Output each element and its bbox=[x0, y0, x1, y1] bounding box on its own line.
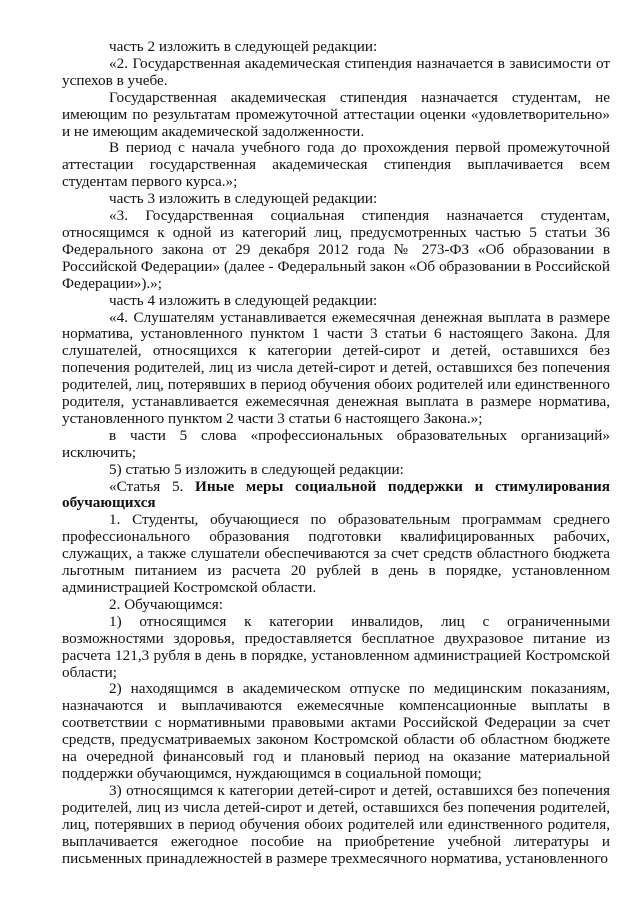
paragraph-academic-stipend: Государственная академическая стипендия назначается студентам, не имеющим по результатам промежуточной аттестации оценки «удовлетворительно» и не имеющим академической задолженности. bbox=[62, 88, 610, 140]
paragraph-part3-intro: часть 3 изложить в следующей редакции: bbox=[109, 190, 378, 208]
paragraph-orphans-allowance: 3) относящимся к категории детей-сирот и детей, оставшихся без попечения родителей, лиц из числа детей-сирот и детей, оставшихся без попечения родителей, лиц, потерявших в период обучения обоих родителей или единственного родителя, выплачивается ежегодное пособие на приобретение учебной литературы и письменных принадлежностей в размере трехмесячного норматива, установленного bbox=[62, 781, 610, 867]
document-body bbox=[62, 39, 610, 867]
paragraph-disabled-meals: 1) относящимся к категории инвалидов, лиц с ограниченными возможностями здоровья, предоставляется бесплатное двухразовое питание из расчета 121,3 рубля в день в порядке, установленном администрацией Костромской области; bbox=[62, 612, 610, 681]
article-heading bbox=[62, 479, 610, 513]
paragraph-article5-intro: 5) статью 5 изложить в следующей редакции: bbox=[109, 460, 404, 478]
article-prefix: «Статья 5. bbox=[109, 477, 196, 495]
paragraph-part2-intro: часть 2 изложить в следующей редакции: bbox=[109, 38, 378, 55]
paragraph-first-course: В период с начала учебного года до прохождения первой промежуточной аттестации государственная академическая стипендия выплачивается всем студентам первого курса.»; bbox=[62, 139, 610, 191]
paragraph-part5-words: в части 5 слова «профессиональных образовательных организаций» исключить; bbox=[62, 426, 610, 461]
paragraph-social-stipend: «3. Государственная социальная стипендия назначается студентам, относящимся к одной из категорий лиц, предусмотренных частью 5 статьи 36 Федерального закона от 29 декабря 2012 года № 273-ФЗ «Об образовании в Российской Федерации» (далее - Федеральный закон «Об образовании в Российской Федерации»).»; bbox=[62, 207, 610, 292]
paragraph-part4-intro: часть 4 изложить в следующей редакции: bbox=[109, 291, 378, 309]
paragraph-academic-leave: 2) находящимся в академическом отпуске по медицинским показаниям, назначаются и выплачиваются ежемесячные компенсационные выплаты в соответствии с нормативными правовыми актами Российской Федерации за счет средств, предусматриваемых законом Костромской области об областном бюджете на очередной финансовый год и плановый период на оказание материальной поддержки обучающимся, нуждающимся в социальной помощи; bbox=[62, 680, 610, 782]
paragraph-listeners-payment: «4. Слушателям устанавливается ежемесячная денежная выплата в размере норматива, установленного пунктом 1 части 3 статьи 6 настоящего Закона. Для слушателей, относящихся к категории детей-сирот и детей, оставшихся без попечения родителей, лиц из числа детей-сирот и детей, оставшихся без попечения родителей, лиц, потерявших в период обучения обоих родителей или единственного родителя, устанавливается ежемесячная денежная выплата в размере норматива, установленного пунктом 2 части 3 статьи 6 настоящего Закона.»; bbox=[62, 308, 610, 427]
article-title: Иные меры социальной поддержки и стимулирования обучающихся bbox=[62, 477, 610, 512]
paragraph-students-meals: 1. Студенты, обучающиеся по образовательным программам среднего профессионального образования подготовки квалифицированных рабочих, служащих, а также слушатели обеспечиваются за счет средств областного бюджета льготным питанием из расчета 20 рублей в день в порядке, установленном администрацией Костромской области. bbox=[62, 511, 610, 596]
paragraph-students-list-intro: 2. Обучающимся: bbox=[109, 595, 224, 613]
paragraph-part2-text: «2. Государственная академическая стипендия назначается в зависимости от успехов в учебе. bbox=[62, 54, 610, 89]
